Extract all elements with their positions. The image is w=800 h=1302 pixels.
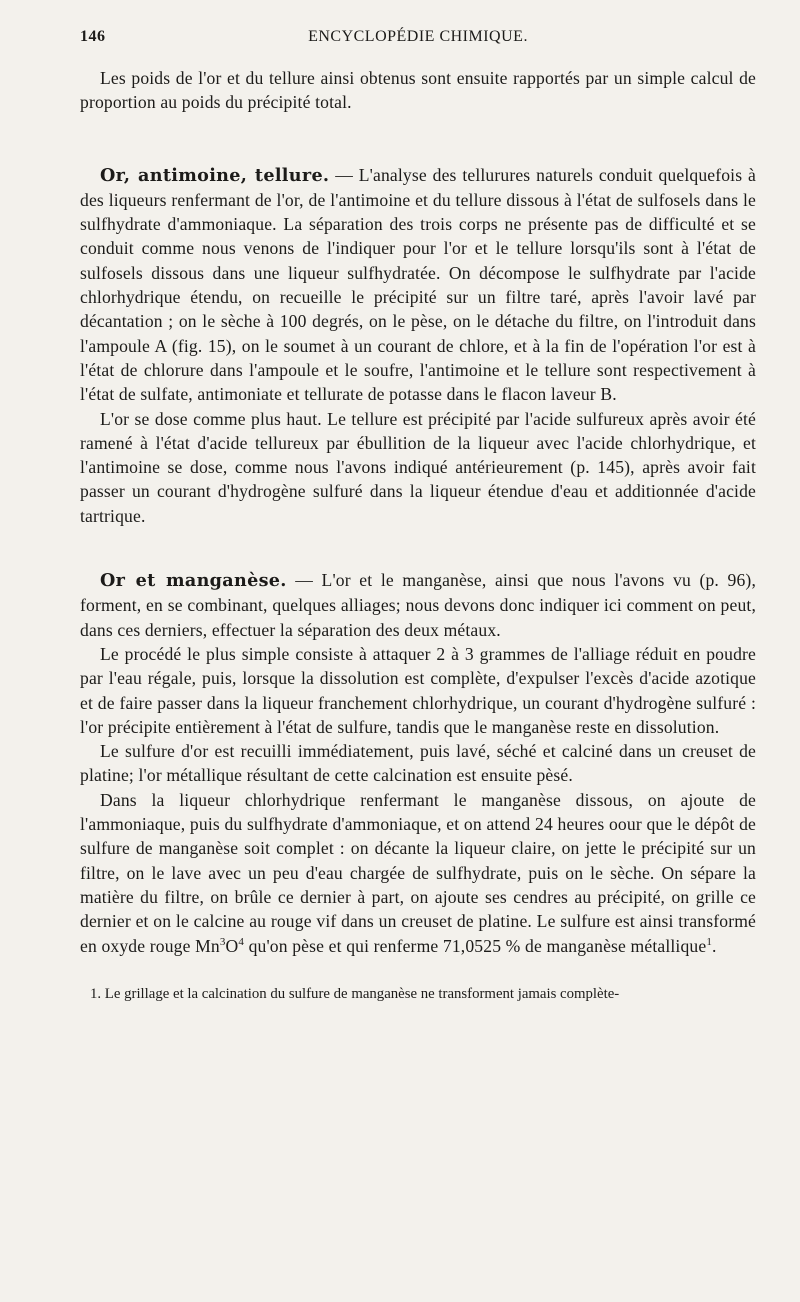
section-spacer	[80, 115, 756, 163]
paragraph-text: O	[225, 935, 239, 956]
subscript-4: 4	[238, 935, 245, 948]
paragraph-text: — L'analyse des tellurures naturels conduit quelquefois à des liqueurs renfermant de l'or, de l'antimoine et du tellure dissous à l'état de sulfosels dans le sulfhydrate d'ammoniaque. La séparation des trois corps ne présente pas de difficulté et se conduit comme nous venons de l'indiquer pour l'or et le tellure lorsqu'ils sont à l'état de sulfosels dissous dans une liqueur sulfhydratée. On décompose le sulfhydrate par l'acide chlorhydrique étendu, on recueille le précipité sur un filtre taré, après l'avoir lavé par décantation ; on le sèche à 100 degrés, on le pèse, on le détache du filtre, on l'introduit dans l'ampoule A (fig. 15), on le soumet à un courant de chlore, et à la fin de l'opération l'or est à l'état de chlorure dans l'ampoule et le soufre, l'antimoine et le tellure sont respectivement à l'état de sulfate, antimoniate et tellurate de potasse dans le flacon laveur B.	[80, 164, 757, 405]
footnote-text: Le grillage et la calcination du sulfure de manganèse ne transforment jamais complète-	[101, 985, 620, 1002]
footnote-number: 1.	[90, 985, 102, 1002]
paragraph-procede: Le procédé le plus simple consiste à attaquer 2 à 3 grammes de l'alliage réduit en poudre par l'eau régale, puis, lorsque la dissolution est complète, d'expulser l'excès d'acide azotique et de faire passer dans la liqueur franchement chlorhydrique, un courant d'hydrogène sulfuré : l'or précipite entièrement à l'état de sulfure, tandis que le manganèse reste en dissolution.	[80, 643, 756, 737]
subscript-3: 3	[219, 935, 226, 948]
paragraph-text: — L'or et le manganèse, ainsi que nous l'avons vu (p. 96), forment, en se combinant, quelques alliages; nous devons donc indiquer ici comment on peut, dans ces derniers, effectuer la séparation des deux métaux.	[80, 570, 756, 640]
paragraph-text: qu'on pèse et qui renferme 71,0525 % de manganèse métallique	[244, 935, 707, 956]
section-heading-or-manganese: Or et manganèse.	[100, 570, 287, 592]
paragraph-text: Dans la liqueur chlorhydrique renfermant le manganèse dissous, on ajoute de l'ammoniaque, puis du sulfhydrate d'ammoniaque, et on attend 24 heures oour que le dépôt de sulfure de manganèse soit complet : on décante la liqueur claire, on jette le précipité sur un filtre, on le lave avec un peu d'eau chargée de sulfhydrate, puis on le sèche. On sépare la matière du filtre, on brûle ce dernier à part, on ajoute ses cendres au précipité, on grille ce dernier et on le calcine au rouge vif dans un creuset de platine. Le sulfure est ainsi transformé en oxyde rouge Mn	[80, 789, 756, 956]
page-number: 146	[80, 28, 106, 45]
footnote	[80, 984, 756, 1004]
paragraph-text: .	[711, 935, 717, 956]
section-or-antimoine-tellure	[80, 163, 756, 407]
paragraph-sulfure-or: Le sulfure d'or est recuilli immédiatement, puis lavé, séché et calciné dans un creuset de platine; l'or métallique résultant de cette calcination est ensuite pèsé.	[80, 741, 756, 786]
running-header	[80, 28, 756, 52]
paragraph-liqueur-chlorhydrique	[80, 788, 756, 958]
paragraph-dosage-or-tellure: L'or se dose comme plus haut. Le tellure est précipité par l'acide sulfureux après avoir été ramené à l'état d'acide tellureux par ébullition de la liqueur avec l'acide chlorhydrique, et l'antimoine se dose, comme nous l'avons indiqué antérieurement (p. 145), après avoir fait passer un courant d'hydrogène sulfuré dans la liqueur étendue d'eau et additionnée d'acide tartrique.	[80, 408, 756, 526]
section-or-manganese	[80, 568, 756, 642]
section-spacer	[80, 528, 756, 568]
body-text	[80, 66, 756, 958]
paragraph-intro: Les poids de l'or et du tellure ainsi obtenus sont ensuite rapportés par un simple calcul de proportion au poids du précipité total.	[80, 68, 756, 113]
footnote-reference: 1	[706, 935, 712, 948]
running-title: ENCYCLOPÉDIE CHIMIQUE.	[308, 28, 528, 45]
section-heading-or-antimoine-tellure: Or, antimoine, tellure.	[100, 164, 330, 186]
